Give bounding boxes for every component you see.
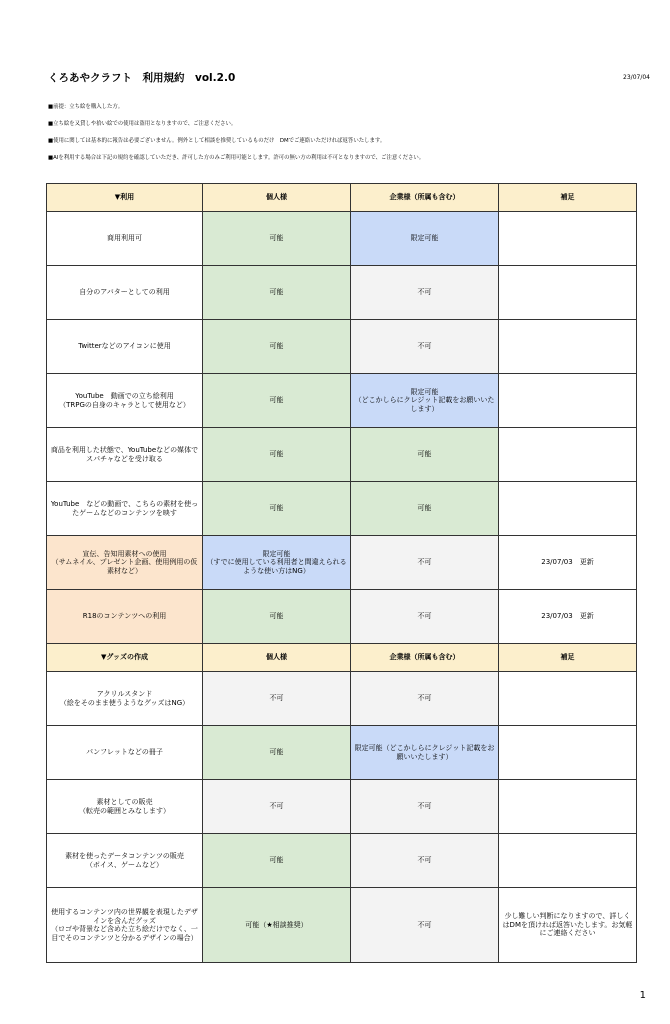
page-number: 1 bbox=[639, 990, 646, 1001]
header-corporate: 企業様（所属も含む） bbox=[351, 644, 499, 672]
table-row bbox=[47, 266, 637, 320]
corporate-cell: 不可 bbox=[351, 266, 499, 320]
section-usage-header bbox=[47, 184, 637, 212]
personal-cell: 限定可能 （すでに使用している利用者と間違えられるような使い方はNG） bbox=[203, 536, 351, 590]
header-notes: 補足 bbox=[499, 644, 637, 672]
notes-cell bbox=[499, 374, 637, 428]
item-cell: 素材を使ったデータコンテンツの販売 （ボイス、ゲームなど） bbox=[47, 834, 203, 888]
personal-cell: 可能 bbox=[203, 320, 351, 374]
item-cell: 商用利用可 bbox=[47, 212, 203, 266]
personal-cell: 可能 bbox=[203, 374, 351, 428]
personal-cell: 可能（★相談推奨） bbox=[203, 888, 351, 963]
notes-cell bbox=[499, 320, 637, 374]
notes-cell bbox=[499, 482, 637, 536]
corporate-cell: 限定可能（どこかしらにクレジット記載をお願いいたします） bbox=[351, 726, 499, 780]
corporate-cell: 不可 bbox=[351, 672, 499, 726]
personal-cell: 可能 bbox=[203, 482, 351, 536]
personal-cell: 不可 bbox=[203, 672, 351, 726]
document-date: 23/07/04 bbox=[623, 74, 650, 81]
notes-cell: 23/07/03 更新 bbox=[499, 590, 637, 644]
item-cell: 素材としての販売 （転売の範囲とみなします） bbox=[47, 780, 203, 834]
corporate-cell: 限定可能 bbox=[351, 212, 499, 266]
personal-cell: 可能 bbox=[203, 590, 351, 644]
item-cell: アクリルスタンド （絵をそのまま使うようなグッズはNG） bbox=[47, 672, 203, 726]
corporate-cell: 可能 bbox=[351, 428, 499, 482]
item-cell: 商品を利用した状態で、YouTubeなどの媒体でスパチャなどを受け取る bbox=[47, 428, 203, 482]
notes-cell: 少し難しい判断になりますので、詳しくはDMを頂ければ返答いたします。お気軽にご連絡ください bbox=[499, 888, 637, 963]
header-item: ▼利用 bbox=[47, 184, 203, 212]
table-row bbox=[47, 428, 637, 482]
table-row bbox=[47, 672, 637, 726]
header-corporate: 企業様（所属も含む） bbox=[351, 184, 499, 212]
notes-cell bbox=[499, 726, 637, 780]
notes-cell bbox=[499, 266, 637, 320]
corporate-cell: 不可 bbox=[351, 536, 499, 590]
personal-cell: 可能 bbox=[203, 212, 351, 266]
notes-cell bbox=[499, 834, 637, 888]
header-item: ▼グッズの作成 bbox=[47, 644, 203, 672]
note-reporting: ■使用に関しては基本的に報告は必要ございません。例外として相談を推奨しているものだけ DMでご連絡いただければ返答いたします。 bbox=[48, 138, 386, 144]
note-theft-warning: ■立ち絵を又貸しや拾い絵での使用は盗用となりますので、ご注意ください。 bbox=[48, 121, 237, 127]
personal-cell: 可能 bbox=[203, 266, 351, 320]
table-row bbox=[47, 834, 637, 888]
table-row bbox=[47, 212, 637, 266]
note-ai-usage: ■AIを利用する場合は下記の規約を確認していただき、許可した方のみご利用可能とします。許可の無い方の利用は不可となりますので、ご注意ください。 bbox=[48, 155, 425, 161]
table-row bbox=[47, 320, 637, 374]
item-cell: YouTube 動画での立ち絵利用 （TRPGの自身のキャラとして使用など） bbox=[47, 374, 203, 428]
header-personal: 個人様 bbox=[203, 184, 351, 212]
table-row bbox=[47, 482, 637, 536]
corporate-cell: 限定可能 （どこかしらにクレジット記載をお願いいたします） bbox=[351, 374, 499, 428]
item-cell: パンフレットなどの冊子 bbox=[47, 726, 203, 780]
personal-cell: 可能 bbox=[203, 834, 351, 888]
personal-cell: 不可 bbox=[203, 780, 351, 834]
table-row bbox=[47, 726, 637, 780]
corporate-cell: 不可 bbox=[351, 888, 499, 963]
header-notes: 補足 bbox=[499, 184, 637, 212]
item-cell: Twitterなどのアイコンに使用 bbox=[47, 320, 203, 374]
section-goods-header bbox=[47, 644, 637, 672]
notes-cell bbox=[499, 780, 637, 834]
corporate-cell: 不可 bbox=[351, 780, 499, 834]
table-row bbox=[47, 536, 637, 590]
corporate-cell: 不可 bbox=[351, 834, 499, 888]
note-prerequisite: ■前提：立ち絵を購入した方。 bbox=[48, 104, 124, 110]
item-cell: 自分のアバターとしての利用 bbox=[47, 266, 203, 320]
personal-cell: 可能 bbox=[203, 428, 351, 482]
table-row bbox=[47, 780, 637, 834]
notes-cell bbox=[499, 212, 637, 266]
notes-list bbox=[48, 104, 648, 172]
item-cell: R18のコンテンツへの利用 bbox=[47, 590, 203, 644]
corporate-cell: 不可 bbox=[351, 320, 499, 374]
item-cell: 使用するコンテンツ内の世界観を表現したデザインを含んだグッズ （ロゴや背景など含めた立ち絵だけでなく、一目でそのコンテンツと分かるデザインの場合） bbox=[47, 888, 203, 963]
terms-table bbox=[46, 183, 637, 963]
item-cell: 宣伝、告知用素材への使用 （サムネイル、プレゼント企画、使用例用の仮素材など） bbox=[47, 536, 203, 590]
personal-cell: 可能 bbox=[203, 726, 351, 780]
table-row bbox=[47, 888, 637, 963]
table-row bbox=[47, 374, 637, 428]
notes-cell bbox=[499, 428, 637, 482]
table-row bbox=[47, 590, 637, 644]
header-personal: 個人様 bbox=[203, 644, 351, 672]
corporate-cell: 可能 bbox=[351, 482, 499, 536]
item-cell: YouTube などの動画で、こちらの素材を使ったゲームなどのコンテンツを映す bbox=[47, 482, 203, 536]
notes-cell bbox=[499, 672, 637, 726]
document-title: くろあやクラフト 利用規約 vol.2.0 bbox=[48, 72, 236, 84]
corporate-cell: 不可 bbox=[351, 590, 499, 644]
notes-cell: 23/07/03 更新 bbox=[499, 536, 637, 590]
